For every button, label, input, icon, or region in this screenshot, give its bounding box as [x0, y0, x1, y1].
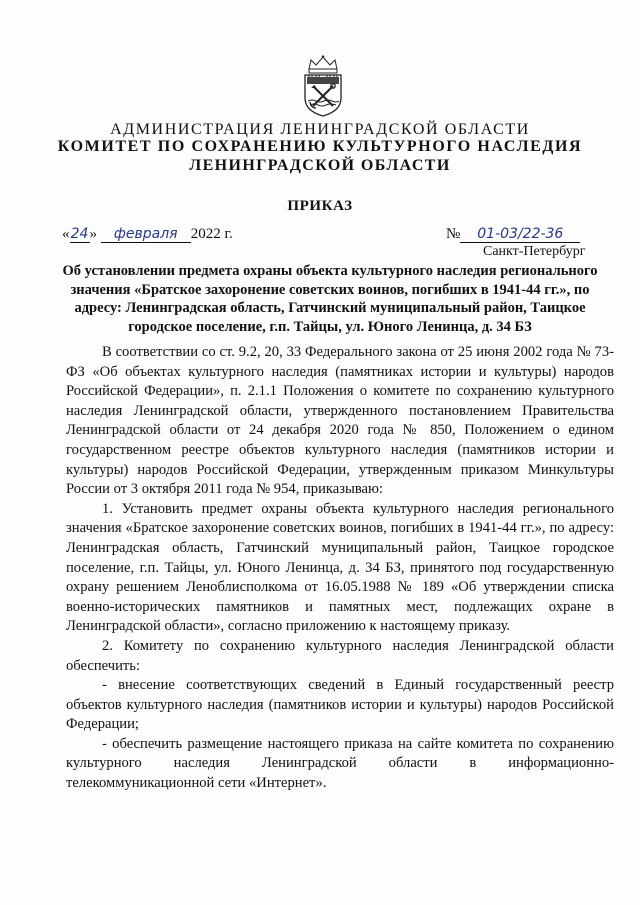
- order-year: 2022 г.: [190, 226, 233, 242]
- org-line-region: ЛЕНИНГРАДСКОЙ ОБЛАСТИ: [189, 157, 451, 174]
- order-number-value: 01-03/22-36: [460, 226, 580, 243]
- clause-2-item-registry: - внесение соответствующих сведений в Единый государственный реестр объектов культурного наследия (памятников истории и культуры) народов Российской Федерации;: [66, 677, 614, 733]
- order-date: «24» февраля 2022 г.: [62, 226, 233, 242]
- org-line-administration: АДМИНИСТРАЦИЯ ЛЕНИНГРАДСКОЙ ОБЛАСТИ: [110, 121, 530, 138]
- org-line-committee: КОМИТЕТ ПО СОХРАНЕНИЮ КУЛЬТУРНОГО НАСЛЕДИЯ: [57, 138, 583, 155]
- order-city: Санкт-Петербург: [483, 244, 586, 259]
- order-number: № 01-03/22-36: [446, 226, 580, 243]
- order-month: февраля: [101, 226, 191, 243]
- clause-1-paragraph: 1. Установить предмет охраны объекта культурного наследия регионального значения «Братское захоронение советских воинов, погибших в 1941-44 гг.», по адресу: Ленинградская область, Гатчинский муниципальный район, Таицкое городское поселение, г.п. Тайцы, ул. Юного Ленинца, д. 34 БЗ, принятого под государственную охрану решением Леноблисполкома от 16.05.1988 № 189 «Об утверждении списка военно-исторических памятников и памятных мест, подлежащих охране в Ленинградской области», согласно приложению к настоящему приказу.: [66, 500, 614, 635]
- coat-of-arms-icon: [302, 54, 344, 118]
- clause-2-item-publication: - обеспечить размещение настоящего приказа на сайте комитета по сохранению культурного наследия Ленинградской области в информационно-телекоммуникационной сети «Интернет».: [66, 735, 614, 792]
- clause-2-paragraph: 2. Комитету по сохранению культурного наследия Ленинградской области обеспечить:: [66, 637, 614, 674]
- order-body: [66, 343, 614, 794]
- order-title: Об установлении предмета охраны объекта культурного наследия регионального значения «Братское захоронение советских воинов, погибших в 1941-44 гг.», по адресу: Ленинградская область, Гатчинский муниципальный район, Таицкое городское поселение, г.п. Тайцы, ул. Юного Ленинца, д. 34 БЗ: [62, 263, 598, 335]
- preamble-paragraph: В соответствии со ст. 9.2, 20, 33 Федерального закона от 25 июня 2002 года № 73-ФЗ «Об объектах культурного наследия (памятниках истории и культуры) народов Российской Федерации», п. 2.1.1 Положения о комитете по сохранению культурного наследия Ленинградской области, утвержденного постановлением Правительства Ленинградской области от 24 декабря 2020 года № 850, Положением о едином государственном реестре объектов культурного наследия (памятников истории и культуры) народов Российской Федерации, утвержденным приказом Минкультуры России от 3 октября 2011 года № 954, приказываю:: [66, 344, 614, 498]
- document-type-heading: ПРИКАЗ: [287, 198, 353, 214]
- order-day: 24: [70, 226, 89, 242]
